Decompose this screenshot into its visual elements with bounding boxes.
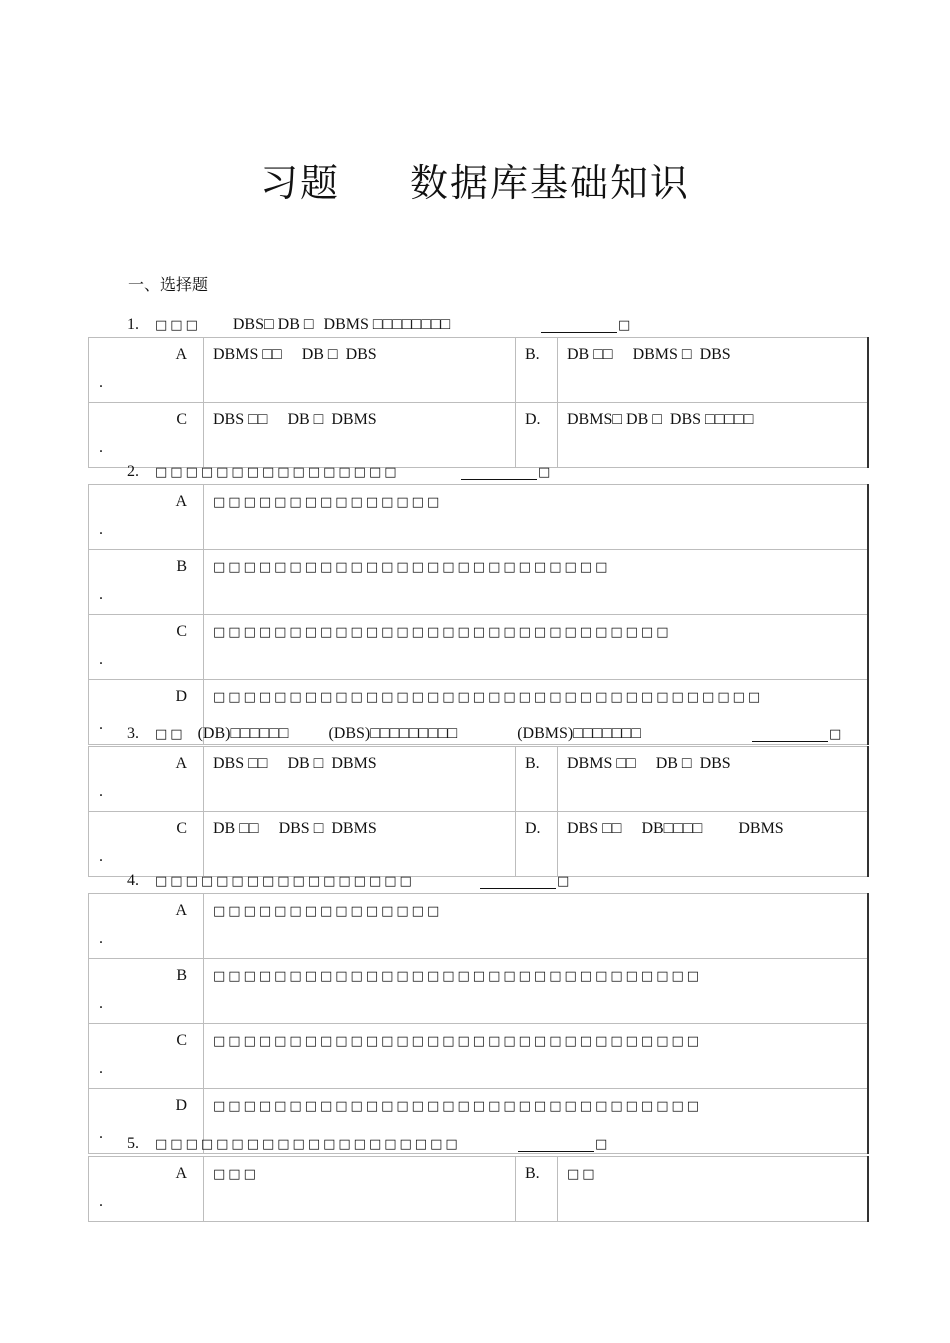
answer-blank	[541, 316, 617, 333]
option-a: DBS □□ DB □ DBMS	[204, 747, 516, 812]
option-d: DBMS□ DB □ DBS □□□□□	[558, 403, 869, 468]
option-c: DBS □□ DB □ DBMS	[204, 403, 516, 468]
option-d: □□□□□□□□□□□□□□□□□□□□□□□□□□□□□□□□	[204, 1089, 869, 1154]
option-a: □□□	[204, 1157, 516, 1222]
question-4: 4. □□□□□□□□□□□□□□□□□	[127, 872, 415, 889]
option-b: DBMS □□ DB □ DBS	[558, 747, 869, 812]
option-a: □□□□□□□□□□□□□□□	[204, 894, 869, 959]
option-a: □□□□□□□□□□□□□□□	[204, 485, 869, 550]
options-table: A . □□□ B. □□	[88, 1156, 869, 1222]
answer-blank	[461, 463, 537, 480]
answer-blank	[480, 872, 556, 889]
options-table: A . DBS □□ DB □ DBMS B. DBMS □□ DB □ DBS C . DB □□ DBS □ DBMS D. DBS □□ DB□□□□ DBMS	[88, 746, 869, 877]
question-5: 5. □□□□□□□□□□□□□□□□□□□□	[127, 1135, 461, 1152]
answer-blank	[518, 1135, 594, 1152]
section-heading: 一、选择题	[128, 275, 209, 294]
option-c: □□□□□□□□□□□□□□□□□□□□□□□□□□□□□□	[204, 615, 869, 680]
option-c: DB □□ DBS □ DBMS	[204, 812, 516, 877]
option-b: □□□□□□□□□□□□□□□□□□□□□□□□□□	[204, 550, 869, 615]
options-table: A . DBMS □□ DB □ DBS B. DB □□ DBMS □ DBS C . DBS □□ DB □ DBMS D. DBMS□ DB □ DBS □□□□□	[88, 337, 869, 468]
question-1: 1. □□□ DBS□ DB □ DBMS □□□□□□□□	[127, 316, 451, 333]
options-table: A . □□□□□□□□□□□□□□□ B . □□□□□□□□□□□□□□□□□□□□□□□□□□□□□□□□ C . □□□□□□□□□□□□□□□□□□□□□□□□□□□□□□□□ D . □□□□□□□□□□□□□□□□□□□□□□□□□□□□□□□□	[88, 893, 869, 1154]
question-3: 3. □□ (DB)□□□□□□ (DBS)□□□□□□□□□ (DBMS)□□□□□□□	[127, 725, 641, 742]
option-b: DB □□ DBMS □ DBS	[558, 338, 869, 403]
answer-blank	[752, 725, 828, 742]
option-b: □□	[558, 1157, 869, 1222]
option-c: □□□□□□□□□□□□□□□□□□□□□□□□□□□□□□□□	[204, 1024, 869, 1089]
option-a: DBMS □□ DB □ DBS	[204, 338, 516, 403]
question-2: 2. □□□□□□□□□□□□□□□□	[127, 463, 400, 480]
page-title: 习题 数据库基础知识	[259, 161, 691, 205]
option-b: □□□□□□□□□□□□□□□□□□□□□□□□□□□□□□□□	[204, 959, 869, 1024]
option-d: □□□□□□□□□□□□□□□□□□□□□□□□□□□□□□□□□□□□	[204, 680, 869, 745]
options-table: A . □□□□□□□□□□□□□□□ B . □□□□□□□□□□□□□□□□□□□□□□□□□□ C . □□□□□□□□□□□□□□□□□□□□□□□□□□□□□□ D . □□□□□□□□□□□□□□□□□□□□□□□□□□□□□□□□□□□□	[88, 484, 869, 745]
option-d: DBS □□ DB□□□□ DBMS	[558, 812, 869, 877]
